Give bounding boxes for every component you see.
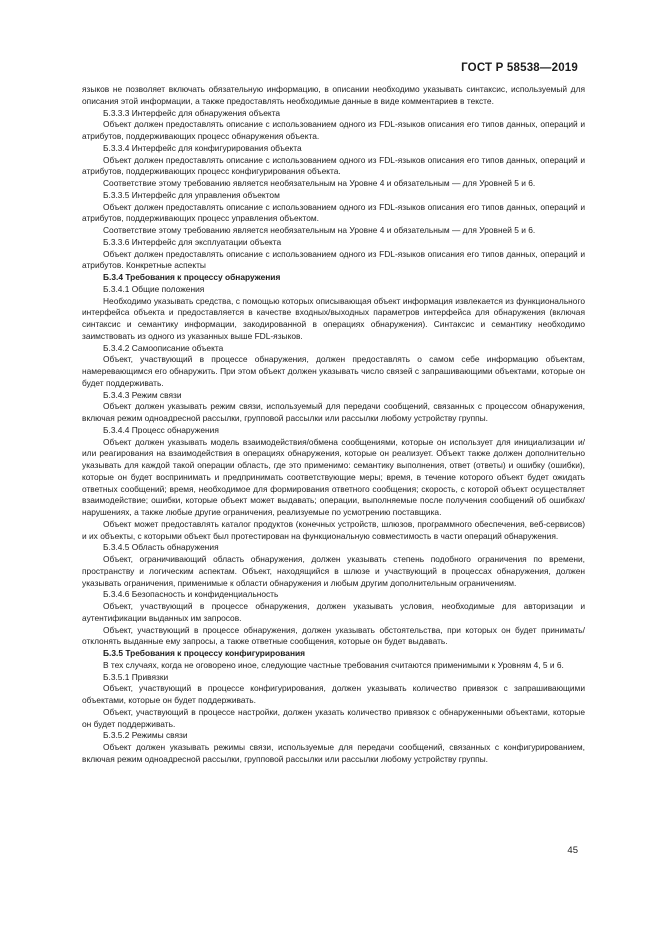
paragraph: Объект должен предоставлять описание с использованием одного из FDL-языков описания его типов данных, операций и атрибутов, поддерживающих процесс конфигурирования объекта. (82, 154, 585, 177)
section-heading: Б.3.3.4 Интерфейс для конфигурирования объекта (103, 142, 302, 153)
section-heading: Б.3.4.1 Общие положения (103, 283, 205, 294)
paragraph: Объект должен предоставлять описание с использованием одного из FDL-языков описания его типов данных, операций и атрибутов. Конкретные аспекты (82, 248, 585, 271)
section-heading: Б.3.3.3 Интерфейс для обнаружения объекта (103, 107, 281, 118)
section-heading: Б.3.4.5 Область обнаружения (103, 542, 219, 553)
page-number: 45 (567, 845, 578, 856)
paragraph: Объект, участвующий в процессе обнаружения, должен указывать обстоятельства, при которых он будет принимать/отклонять выданные ему запросы, а также ответные сообщения, которые он будет выдавать. (82, 624, 585, 647)
paragraph: Объект, участвующий в процессе настройки, должен указать количество привязок с обнаруженными объектами, которые он будет поддерживать. (82, 706, 585, 729)
paragraph: Объект должен предоставлять описание с использованием одного из FDL-языков описания его типов данных, операций и атрибутов, поддерживающих процесс обнаружения объекта. (82, 119, 585, 141)
section-heading: Б.3.5.2 Режимы связи (103, 730, 188, 741)
paragraph: Объект должен указывать модель взаимодействия/обмена сообщениями, которые он использует для инициализации и/или реагирования на взаимодействия в операциях обнаружения, которые он реализует. Объект также должен дополнительно указывать для каждой такой операции область, где это применимо: семантику выполнения, ответ (ответы) и ошибку (ошибки), которые он будет воспринимать и предпринимать соответствующие меры; время, в течение которого объект будет ожидать ответных сообщений; время, необходимое для формирования ответного сообщения; скорость, с которой объект осуществляет взаимодействие; ошибки, которые объект может выдавать; операции, выполняемые после получения сообщений об ошибках/нарушениях, а также любые другие ограничения, реализуемые по усмотрению поставщика. (82, 436, 585, 517)
paragraph: Необходимо указывать средства, с помощью которых описывающая объект информация извлекается из функционального интерфейса объекта и предоставляется в качестве входных/выходных параметров интерфейса для обнаружения (включая синтаксис и семантику информации, закодированной в операциях обнаружения). Синтаксис и семантику необходимо заимствовать из одного из указанных выше FDL-языков. (82, 295, 585, 341)
section-heading-bold: Б.3.5 Требования к процессу конфигурирования (103, 648, 306, 658)
paragraph: Объект, участвующий в процессе обнаружения, должен указывать условия, необходимые для авторизации и аутентификации выданных им запросов. (82, 601, 585, 623)
section-heading-bold: Б.3.4 Требования к процессу обнаружения (103, 272, 281, 282)
paragraph: Объект может предоставлять каталог продуктов (конечных устройств, шлюзов, программного обеспечения, веб-сервисов) и их объекты, с которыми объект был протестирован на функциональную совместимость в части операций обнаружения. (82, 518, 585, 541)
paragraph: В тех случаях, когда не оговорено иное, следующие частные требования считаются применимыми к Уровням 4, 5 и 6. (103, 659, 564, 670)
section-heading: Б.3.4.4 Процесс обнаружения (103, 424, 219, 435)
paragraph: языков не позволяет включать обязательную информацию, в описании необходимо указывать синтаксис, используемый для описания этой информации, а также предоставлять необходимые данные в виде комментариев в тексте. (82, 84, 585, 106)
section-heading: Б.3.5.1 Привязки (103, 671, 169, 682)
paragraph: Объект должен указывать режимы связи, используемые для передачи сообщений, связанных с конфигурированием, включая режим одноадресной рассылки, групповой рассылки или рассылки любому устройству группы. (82, 742, 585, 764)
document-body (82, 84, 585, 766)
section-heading: Б.3.4.2 Самоописание объекта (103, 342, 224, 353)
paragraph: Соответствие этому требованию является необязательным на Уровне 4 и обязательным — для Уровней 5 и 6. (103, 225, 536, 235)
section-heading: Б.3.3.6 Интерфейс для эксплуатации объекта (103, 236, 282, 247)
section-heading: Б.3.4.6 Безопасность и конфиденциальность (103, 589, 279, 600)
section-heading: Б.3.3.5 Интерфейс для управления объектом (103, 189, 280, 200)
paragraph: Объект должен предоставлять описание с использованием одного из FDL-языков описания его типов данных, операций и атрибутов, поддерживающих процесс управления объектом. (82, 201, 585, 224)
paragraph: Объект должен указывать режим связи, используемый для передачи сообщений, связанных с процессом обнаружения, включая режим одноадресной рассылки, групповой рассылки или рассылки любому устройству группы. (82, 401, 585, 423)
paragraph: Объект, участвующий в процессе обнаружения, должен предоставлять о самом себе информацию объектам, намеревающимся его обнаружить. При этом объект должен указывать число связей с запрашивающими объектами, которые он будет поддерживать. (82, 354, 585, 388)
paragraph: Объект, ограничивающий область обнаружения, должен указывать степень подобного ограничения по времени, пространству и логическим аспектам. Объект, находящийся в шлюзе и участвующий в процессах обнаружения, должен указывать ограничения, применимые к области обнаружения и любым другим дополнительным ограничениям. (82, 554, 585, 588)
paragraph: Объект, участвующий в процессе конфигурирования, должен указывать количество привязок с запрашивающими объектами, которые он будет поддерживать. (82, 683, 585, 705)
section-heading: Б.3.4.3 Режим связи (103, 389, 182, 400)
standard-header: ГОСТ Р 58538—2019 (461, 62, 578, 74)
paragraph: Соответствие этому требованию является необязательным на Уровне 4 и обязательным — для Уровней 5 и 6. (103, 178, 536, 188)
